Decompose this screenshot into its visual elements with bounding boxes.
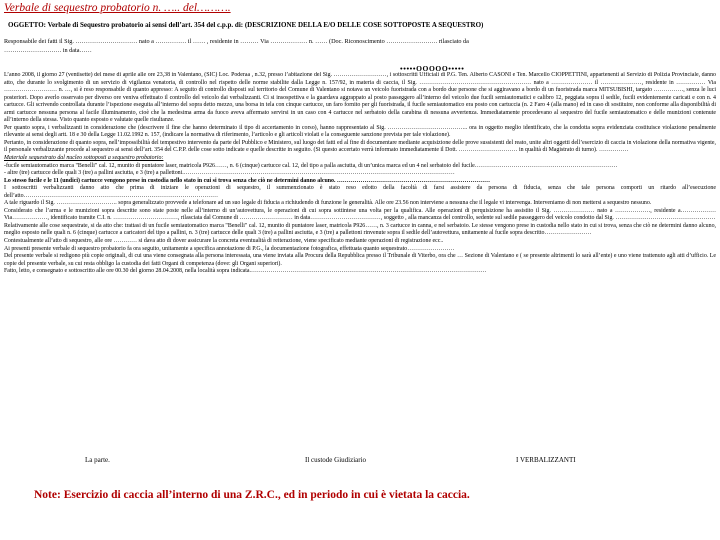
paragraph-photos: Ai presenti presente verbale di sequestro probatorio fa ora seguito, unitamente a specifica annotazione di P.G., la documentazione fotografica, effettuata quanto sequestrato…………………… — [4, 245, 455, 252]
paragraph-items: Relativamente alle cose sequestrate, si da atto che: trattasi di un fucile semiautomatico marca "Benelli" cal. 12, munito di puntatore laser, matricola P926……, n. 3 cartucce in canna, e nel serbatoio. Le stesse vengono prese in custodia nello stato in cui si trova, senza che ciò ne determini danno alcuno, meglio esposto nelle quali n. 6 (cinque) cartucce a caricatori del tipo a pallini, n. 3 (tre) cartucce delle quali 3 (tre) a pallini asciutta, e 3 (tre) a pallettoni rinvenute sopra il sedile dell’autovettura, unitamente al fucile sopra descritto…………………… — [4, 222, 716, 237]
signature-party: La parte. — [85, 456, 110, 464]
paragraph-registration: Contestualmente all’atto di sequestro, alle ore ………… si dava atto di dover assicurare la concreta eventualità di reiterazione, viene specificato mediante operazioni di registrazione ecc.. — [4, 238, 444, 245]
paragraph-lawyer: A tale riguardo il Sig. …………………………. sopra generalizzato provvede a telefonare ad un suo legale di fiducia a richiudendo di funzione le generalità. Alle ore 23.56 non interviene a nessuna che il legale vi intervenga. Interveniamo di non mettersi a sequestro nessuno. — [4, 200, 652, 207]
document-title: Verbale di sequestro probatorio n. ….. del………. — [4, 2, 231, 14]
paragraph-copies: Del presente verbale si redigono più copie originali, di cui una viene consegnata alla persona interessata, una viene inviata alla Procura della Repubblica presso il Tribunale di Viterbo, ora che … Sezione di Valentano e ( se presente altrimenti lo sarà all’ente) e uno viene trattenuto agli atti d’ufficio. Le copie del presente verbale, su cui resta obbligo la custodia dei fatti Organi di competenza (dove: gli Organi superiori). — [4, 253, 716, 267]
paragraph-violation: Per quanto sopra, i verbalizzanti in considerazione che (descrivere il fine che hanno determinato il tipo di accertamento in corso), hanno rappresentato al Sig. ………………………………….. ora in oggetto meglio identificato, che la condotta sopra evidenziata costituisce violazione penalmente rilevante ai sensi degli artt. 18 e 30 della Legge 11.02.1992 n. 157, (indicare la normativa di riferimento, l’articolo e gli articoli violati e la conseguente sanzione prevista per tale violazione). — [4, 124, 716, 139]
paragraph-search: Considerato che l’arma e le munizioni sopra descritte sono state poste nelle all’interno di un’autovettura, le operazioni di cui sopra sottintese una volta per la qualifica. Alle operazioni di perquisizione ha assistito il Sig. ………………… nato a ………………, residente a……………… Via………………, identificato tramite C.I. n. ……………………………, rilasciata dal Comune di ……………………… in data………………………………, soggetto , alla mancanza del controllo, sedente sul sedile passeggero del veicolo condotto dal Sig. …………………………………………… — [4, 207, 716, 222]
responsible-line-2: ………………………. in data…… — [4, 47, 92, 54]
paragraph-custody: Lo stesso fucile e le 11 (undici) cartucce vengono prese in custodia nello stato in cui si trova senza che ciò ne determini danno alcuno. …………………………………………………………………… — [4, 177, 491, 184]
footer-note: Note: Esercizio di caccia all’interno di una Z.R.C., ed in periodo in cui è vietata la caccia. — [34, 489, 470, 501]
paragraph-rifle: -fucile semiautomatico marca "Benelli" cal. 12, munito di puntatore laser, matricola P926……, n. 6 (cinque) cartucce cal. 12, del tipo a palla asciutta, di un’unica marca ed un 4 nel serbatoio del fucile.……………………………………………………………… — [4, 162, 618, 169]
section-separator: •••••OOOOO••••• — [400, 64, 465, 73]
report-body — [4, 72, 716, 438]
paragraph-cartridges: - altre (tre) cartucce delle quali 3 (tre) a pallini asciutta, e 3 (tre) a pallettoni.………………………………………………………………………………………………………………………… — [4, 170, 455, 177]
paragraph-seizure: Pertanto, in considerazione di quanto sopra, nell’impossibilità del tempestivo intervento da parte del Pubblico e Ministero, sul luogo dei fatti ed al fine di documentare mediante acquisizione delle prove sussistenti del reato, unite altri oggetti dell’esercizio di caccia in violazione della normativa vigente, il personale verbalizzante procede al sequestro ai sensi dell’art. 354 del C.P.P. delle cose sotto indicate e quelle descritte in seguito. (Si questo accertato verrà informato immediatamente il Dott. ………………………… in qualità di Magistrato di turno). …………… — [4, 139, 716, 154]
paragraph-facts: L’anno 2008, il giorno 27 (ventisette) del mese di aprile alle ore 23,38 in Valentano, (SIC) Loc. Poderaa , n.32, presso l’abitazione del Sig. ………………………, i sottoscritti Ufficiali di P.G. Ten. Alberto CASONI e Ten. Marcello CIOPPETTINI, appartenenti al Servizio di Polizia Provinciale, danno atto, che durante lo svolgimento di un servizio di vigilanza venatoria, di controllo nel rispetto delle norme stabilite dalla Legge n. 157/92, in materia di caccia, il Sig. ………………………………………………… nato a ………………… il …………………, residente in …………… Via ……………………… n. …, si è reso responsabile di quanto appresso: A seguito di controllo disposti sul territorio del Comune di Valentano si notava un veicolo fuoristrada con a bordo due persone che si aggiravano a bordo di un fuoristrada marca MITSUBISHI, targato ……………, senza le luci posteriori. Dopo averlo osservato per diverso ore veniva effettuato il controllo del veicolo dai verbalizzanti. Ci si insospettiva e la guardava aggrappato al posto passeggero all’interno del veicolo due fucili semiautomatici e calibro 12, peggiata sopra il sedile, fucili evidentemente caricati e con n. 4 cartucce. Gli scrivendo controllata durante l’ispezione eseguita all’interno del sopra detto mezzo, una borsa in tela con cinque cartucce, un faro fornito per gli fuoristrada, il fucile semiautomatico era posto con cartuccia (n. 2 Faro 4 (alla mano) ed in caso di sostituire, non conforme alla disponibilità di armi cartucce nessuna persona al facile illuminamento, cioè che la medesima arma da fuoco aveva affermato servirsi in un caso con 4 cartucce nel serbatoio della carabina di nessuna avvertenza. Immediatamente procedevano al sequestro del fucile semiautomatico e delle munizioni contenute all’interno della stessa. Visto quanto esposto e valutate quelle risultanze. — [4, 72, 716, 124]
signature-officers: I VERBALIZZANTI — [516, 456, 576, 464]
subject-line: OGGETTO: Verbale di Sequestro probatorio ai sensi dell’art. 354 del c.p.p. di: (DESCRIZIONE DELLA E/O DELLE COSE SOTTOPOSTE A SEQUESTRO) — [8, 22, 484, 29]
paragraph-closing: Fatto, letto, e consegnato e sottoscritto alle ore 00.30 del giorno 28.04.2008, nella località sopra indicata.………………………………………………………………………………………………………… — [4, 268, 487, 275]
signature-custodian: Il custode Giudiziario — [305, 456, 367, 464]
paragraph-rights: I sottoscritti verbalizzanti danno atto che prima di iniziare le operazioni di sequestro, il summenzionato è stato reso edotto della facoltà di farsi assistere da persona di fiducia, senza che tale persona comporti un ritardo all’esecuzione dell’atto……………………………………………………………………………………… — [4, 185, 716, 199]
responsible-line-1: Responsabile dei fatti il Sig. ………………………… nato a …………… il …… , residente in ……… Via ……………… n. …… (Doc. Riconoscimento ……………………. rilasciato da — [4, 38, 469, 45]
paragraph-materials-heading: Materiale sequestrato dal nucleo sottoposti a sequestro probatorio: — [4, 155, 164, 162]
